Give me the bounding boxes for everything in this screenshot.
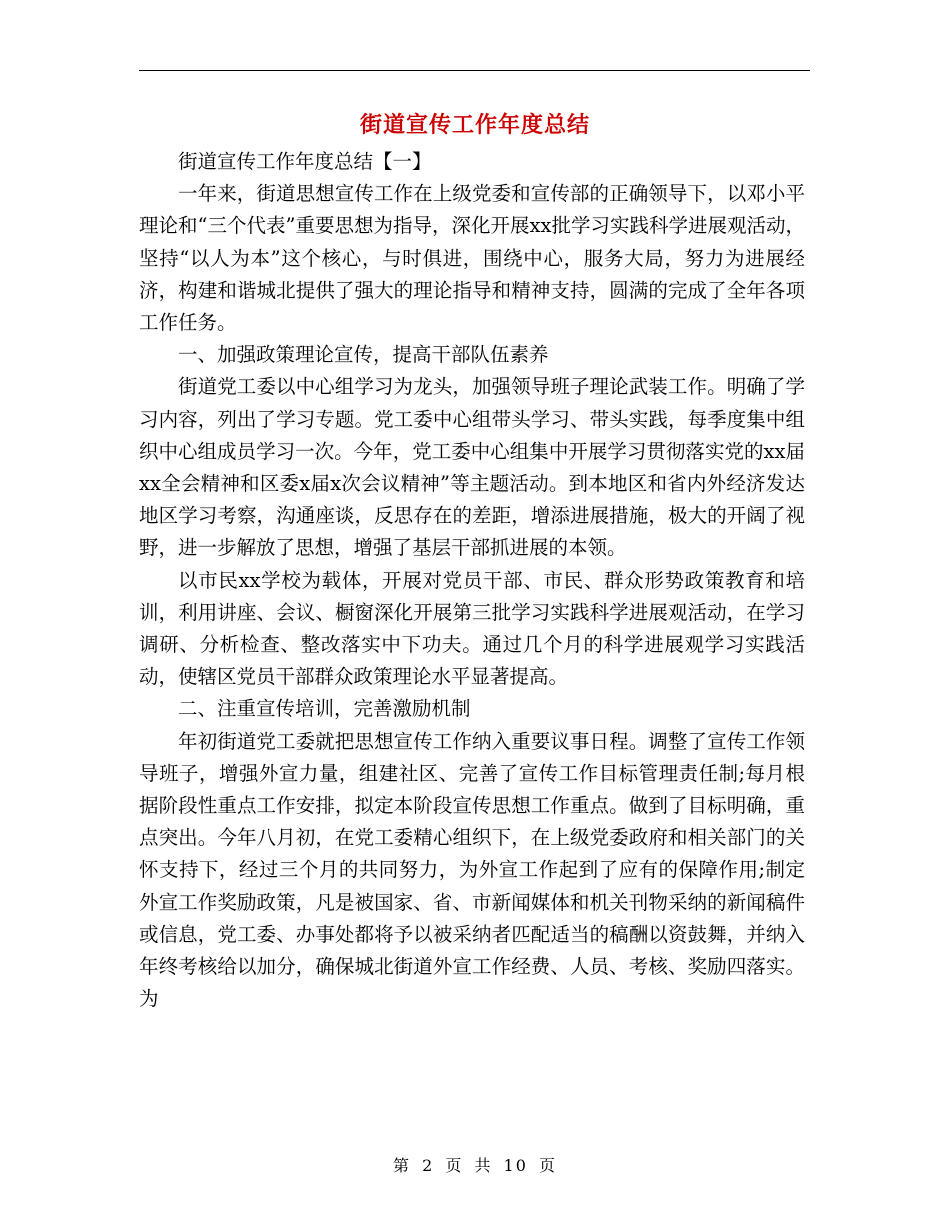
body-paragraph: 以市民xx学校为载体，开展对党员干部、市民、群众形势政策教育和培训，利用讲座、会议、橱窗深化开展第三批学习实践科学进展观活动，在学习调研、分析检查、整改落实中下功夫。通过几个月的科学进展观学习实践活动，使辖区党员干部群众政策理论水平显著提高。	[139, 568, 805, 689]
header-rule	[139, 70, 810, 71]
section-heading: 街道宣传工作年度总结【一】	[178, 150, 432, 173]
document-title: 街道宣传工作年度总结	[359, 112, 590, 138]
body-paragraph: 年初街道党工委就把思想宣传工作纳入重要议事日程。调整了宣传工作领导班子，增强外宣力量，组建社区、完善了宣传工作目标管理责任制;每月根据阶段性重点工作安排，拟定本阶段宣传思想工作重点。做到了目标明确，重点突出。今年八月初，在党工委精心组织下，在上级党委政府和相关部门的关怀支持下，经过三个月的共同努力，为外宣工作起到了应有的保障作用;制定外宣工作奖励政策，凡是被国家、省、市新闻媒体和机关刊物采纳的新闻稿件或信息，党工委、办事处都将予以被采纳者匹配适当的稿酬以资鼓舞，并纳入年终考核给以加分，确保城北街道外宣工作经费、人员、考核、奖励四落实。为	[139, 729, 805, 1011]
document-body	[139, 146, 805, 1015]
body-paragraph: 街道党工委以中心组学习为龙头，加强领导班子理论武装工作。明确了学习内容，列出了学习专题。党工委中心组带头学习、带头实践，每季度集中组织中心组成员学习一次。今年，党工委中心组集中开展学习贯彻落实党的xx届xx全会精神和区委x届x次会议精神”等主题活动。到本地区和省内外经济发达地区学习考察，沟通座谈，反思存在的差距，增添进展措施，极大的开阔了视野，进一步解放了思想，增强了基层干部抓进展的本领。	[139, 375, 805, 560]
page-number: 第 2 页 共 10 页	[393, 1156, 557, 1175]
section-heading: 二、注重宣传培训，完善激励机制	[178, 697, 471, 721]
section-heading: 一、加强政策理论宣传，提高干部队伍素养	[178, 343, 549, 367]
body-paragraph: 一年来，街道思想宣传工作在上级党委和宣传部的正确领导下，以邓小平理论和“三个代表”重要思想为指导，深化开展xx批学习实践科学进展观活动，坚持“以人为本”这个核心，与时俱进，围绕中心，服务大局，努力为进展经济，构建和谐城北提供了强大的理论指导和精神支持，圆满的完成了全年各项工作任务。	[139, 182, 805, 335]
